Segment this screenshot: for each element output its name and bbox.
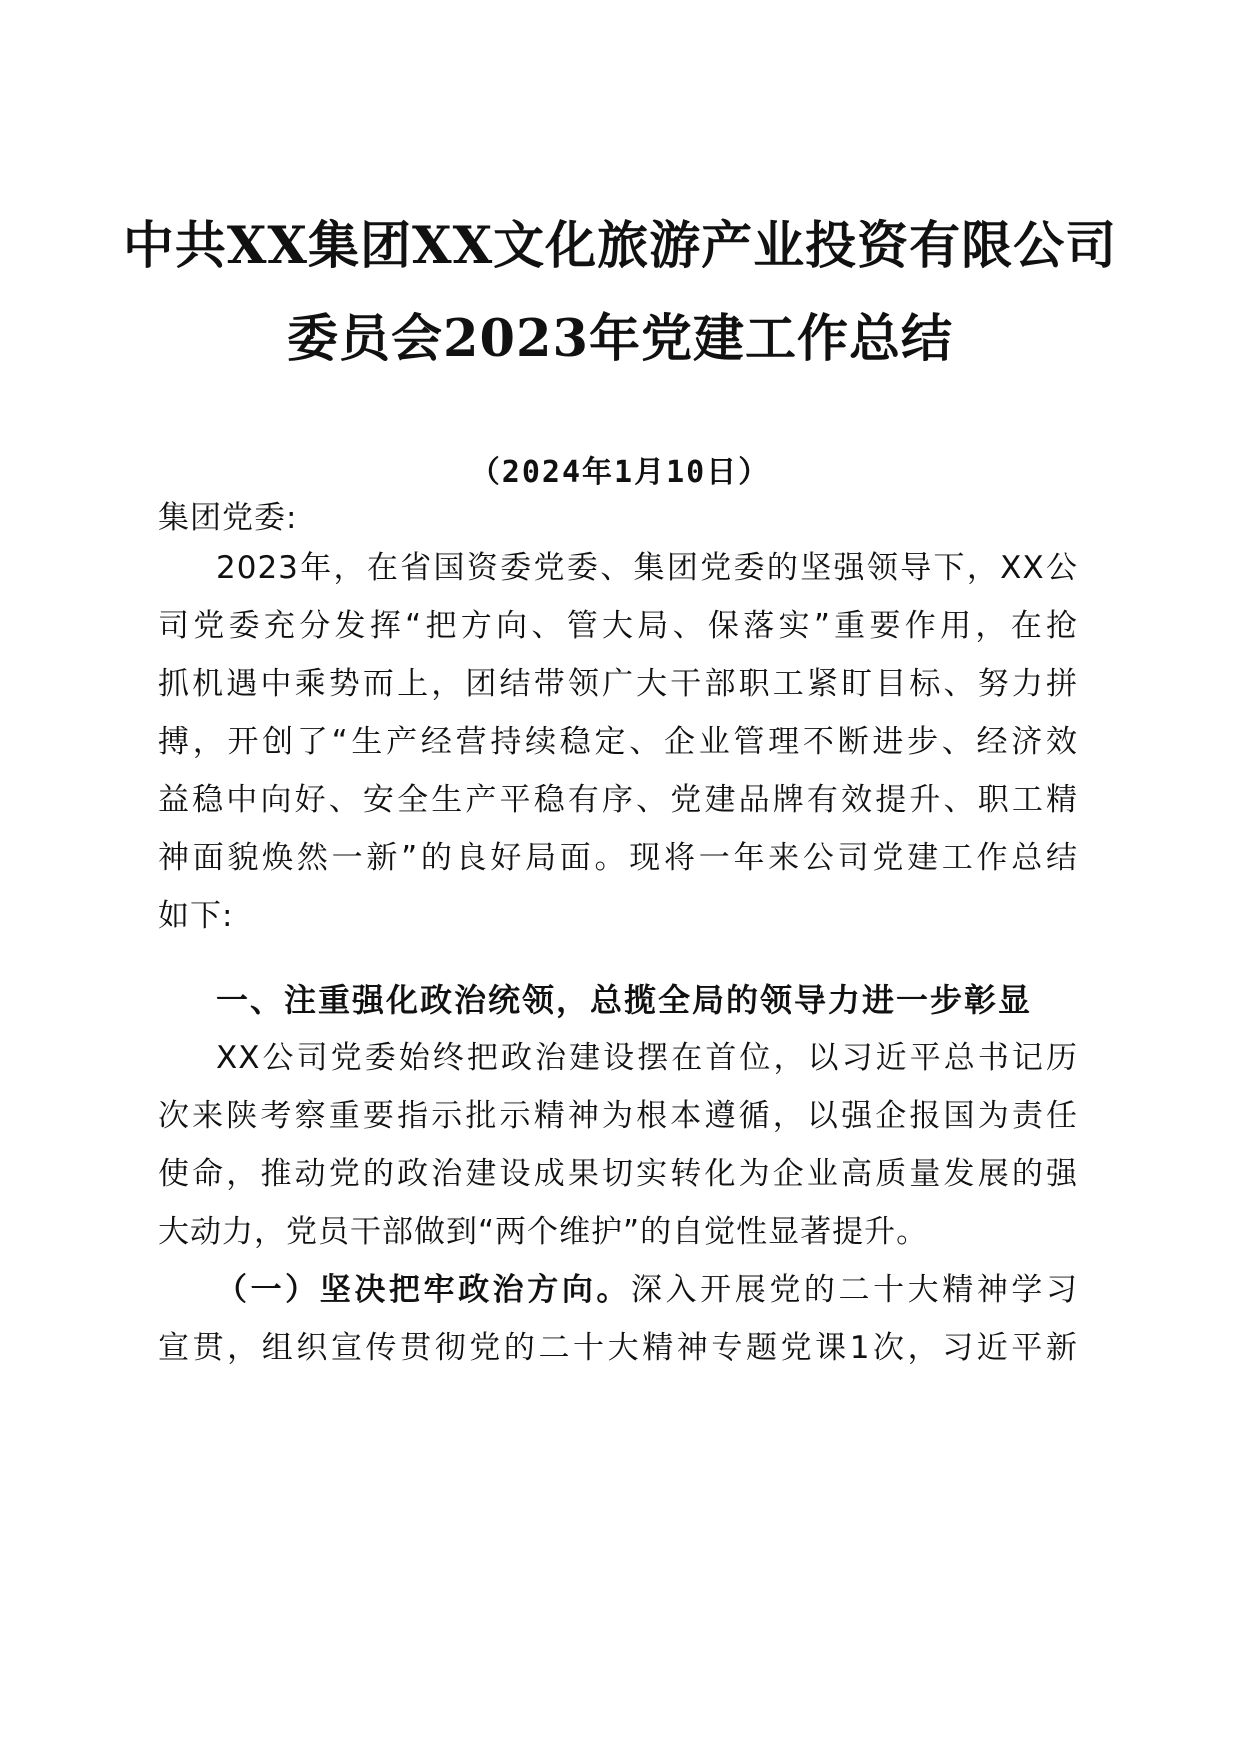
intro-line: 搏，开创了“生产经营持续稳定、企业管理不断进步、经济效 — [158, 724, 1078, 760]
document-title-line-1: 中共XX集团XX文化旅游产业投资有限公司 — [122, 216, 1118, 276]
section-heading-1: 一、注重强化政治统领，总揽全局的领导力进一步彰显 — [216, 981, 1033, 1019]
document-title-line-2: 委员会2023年党建工作总结 — [287, 309, 953, 369]
intro-line: 司党委充分发挥“把方向、管大局、保落实”重要作用，在抢 — [158, 608, 1078, 644]
document-date: （2024年1月10日） — [469, 455, 771, 490]
section1-line: XX公司党委始终把政治建设摆在首位，以习近平总书记历 — [216, 1040, 1078, 1076]
salutation: 集团党委: — [158, 500, 298, 536]
section1-line: 使命，推动党的政治建设成果切实转化为企业高质量发展的强 — [158, 1156, 1078, 1192]
subsection-1-line-2: 宣贯，组织宣传贯彻党的二十大精神专题党课1次，习近平新 — [158, 1330, 1078, 1366]
intro-line: 2023年，在省国资委党委、集团党委的坚强领导下，XX公 — [216, 550, 1078, 586]
section1-line: 次来陕考察重要指示批示精神为根本遵循，以强企报国为责任 — [158, 1098, 1078, 1134]
intro-line: 益稳中向好、安全生产平稳有序、党建品牌有效提升、职工精 — [158, 782, 1078, 818]
section1-line: 大动力，党员干部做到“两个维护”的自觉性显著提升。 — [158, 1214, 929, 1250]
intro-line: 抓机遇中乘势而上，团结带领广大干部职工紧盯目标、努力拼 — [158, 666, 1078, 702]
intro-line: 神面貌焕然一新”的良好局面。现将一年来公司党建工作总结 — [158, 840, 1078, 876]
subsection-1-text: 深入开展党的二十大精神学习 — [631, 1272, 1078, 1308]
intro-line: 如下: — [158, 898, 234, 934]
subsection-1-title: （一）坚决把牢政治方向。 — [216, 1272, 631, 1308]
subsection-1-line — [216, 1265, 1078, 1315]
